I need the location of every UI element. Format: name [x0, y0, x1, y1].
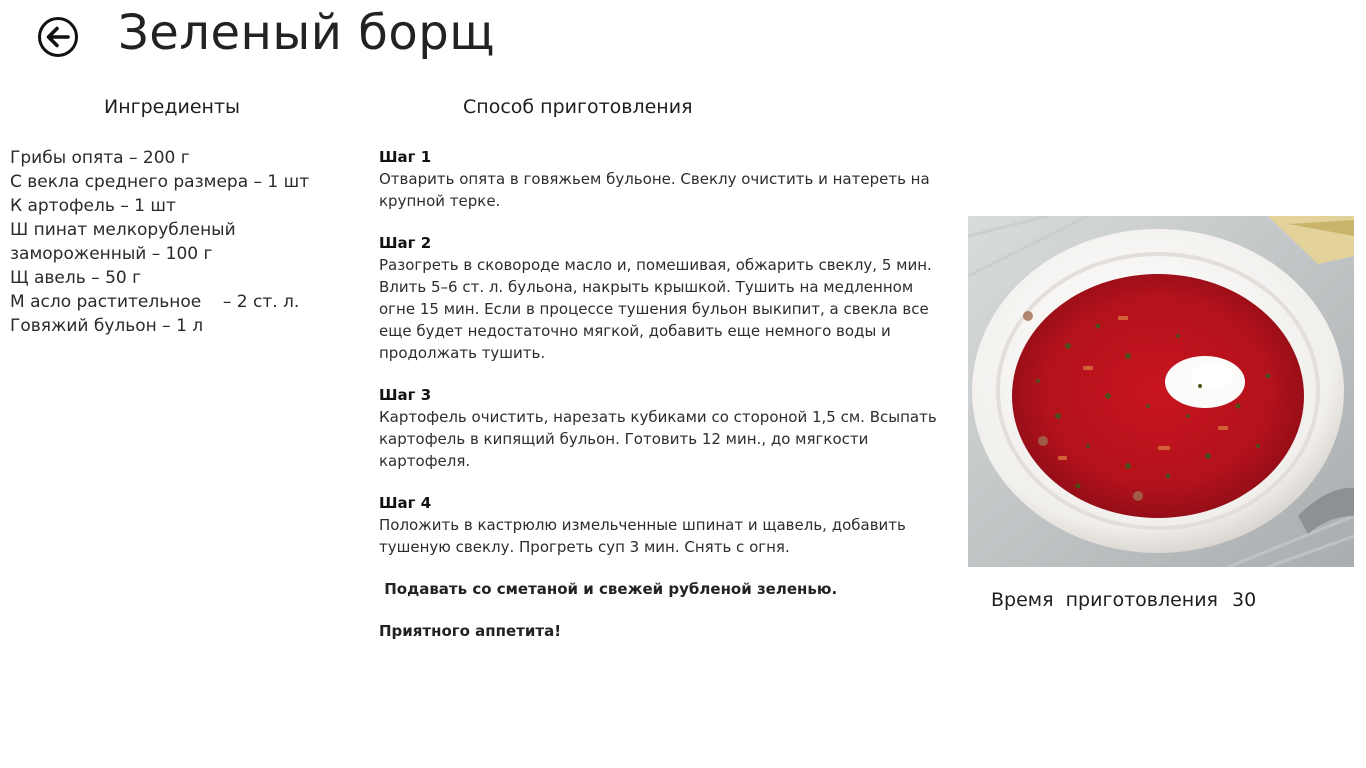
cook-time-value: 30 — [1232, 589, 1257, 611]
step-title: Шаг 2 — [379, 234, 432, 252]
page-title: Зеленый борщ — [118, 5, 495, 61]
step-text: Картофель очистить, нарезать кубиками со стороной 1,5 см. Всыпать картофель в кипящий бульон. Готовить 12 мин., до мягкости картофеля. — [379, 408, 937, 470]
step-2 — [379, 232, 951, 364]
step-text: Положить в кастрюлю измельченные шпинат и щавель, добавить тушеную свеклу. Прогреть суп 3 мин. Снять с огня. — [379, 516, 906, 556]
step-4 — [379, 492, 951, 558]
closing-note: Приятного аппетита! — [379, 622, 562, 640]
cook-time — [991, 589, 1256, 611]
ingredient-item: Щ авель – 50 г — [10, 268, 142, 288]
ingredient-item: К артофель – 1 шт — [10, 196, 176, 216]
step-1 — [379, 146, 951, 212]
serving-note: Подавать со сметаной и свежей рубленой зеленью. — [379, 580, 838, 598]
step-title: Шаг 3 — [379, 386, 432, 404]
ingredient-item: замороженный – 100 г — [10, 244, 213, 264]
ingredient-item: М асло растительное – 2 ст. л. — [10, 292, 300, 312]
ingredient-item: С векла среднего размера – 1 шт — [10, 172, 310, 192]
ingredient-item: Грибы опята – 200 г — [10, 148, 190, 168]
ingredients-heading: Ингредиенты — [104, 96, 241, 118]
method-heading: Способ приготовления — [463, 96, 693, 118]
back-arrow-icon — [37, 16, 79, 58]
cook-time-label: Время приготовления — [991, 589, 1218, 611]
ingredients-list — [10, 146, 340, 338]
step-3 — [379, 384, 951, 472]
step-text: Отварить опята в говяжьем бульоне. Свеклу очистить и натереть на крупной терке. — [379, 170, 930, 210]
back-button[interactable] — [37, 16, 79, 58]
step-title: Шаг 4 — [379, 494, 432, 512]
method-steps — [379, 146, 951, 642]
step-title: Шаг 1 — [379, 148, 432, 166]
ingredient-item: Ш пинат мелкорубленый — [10, 220, 236, 240]
ingredient-item: Говяжий бульон – 1 л — [10, 316, 204, 336]
step-text: Разогреть в сковороде масло и, помешивая, обжарить свеклу, 5 мин. Влить 5–6 ст. л. бульона, накрыть крышкой. Тушить на медленном огне 15 мин. Если в процессе тушения бульон выкипит, а свекла все еще будет недостаточно мягкой, добавить еще немного воды и продолжать тушить. — [379, 256, 932, 362]
dish-photo — [968, 216, 1354, 567]
